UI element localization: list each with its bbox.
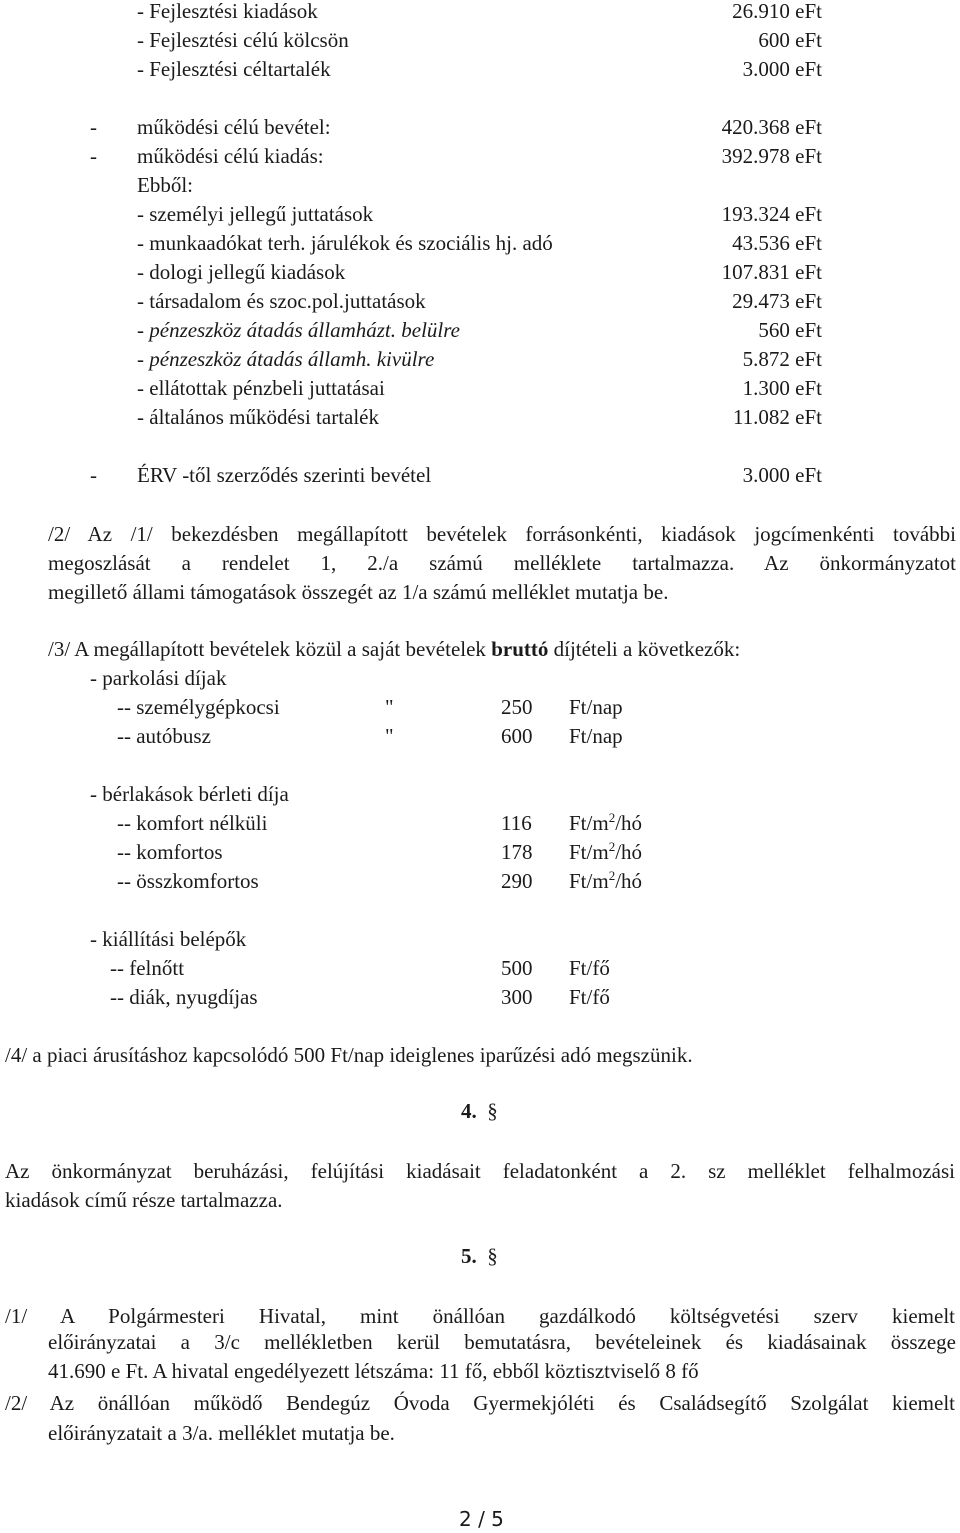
list-item-value: 1.300 eFt	[742, 376, 822, 400]
list-item-value: 600 eFt	[758, 28, 822, 52]
fee-group-title: - parkolási díjak	[90, 666, 227, 690]
fee-group-title: - bérlakások bérleti díja	[90, 782, 289, 806]
list-item-value: 43.536 eFt	[732, 231, 822, 255]
list-item-label: - dologi jellegű kiadások	[137, 260, 346, 284]
fee-row-name: -- összkomfortos	[117, 869, 259, 893]
fee-row-unit: $Ft/m^2/hó$	[569, 810, 643, 835]
fee-row-amount: 178	[501, 840, 533, 864]
list-item-label: - Fejlesztési kiadások	[137, 0, 318, 23]
list-item-value: 420.368 eFt	[721, 115, 822, 139]
fee-row-name: -- felnőtt	[110, 956, 185, 980]
fee-row-unit: $Ft/m^2/hó$	[569, 839, 643, 864]
list-item-value: 26.910 eFt	[732, 0, 822, 23]
fee-row-unit: Ft/fő	[569, 985, 610, 1009]
list-item-value: 560 eFt	[758, 318, 822, 342]
fee-row-ditto: "	[385, 724, 394, 748]
fee-row-amount: 116	[501, 811, 532, 835]
fee-row-name: -- autóbusz	[117, 724, 211, 748]
fee-row-unit: Ft/fő	[569, 956, 610, 980]
list-item-dash: -	[90, 463, 97, 487]
erv-label: ÉRV -től szerződés szerinti bevétel	[137, 463, 432, 487]
list-item-value: 193.324 eFt	[721, 202, 822, 226]
list-item-dash: -	[90, 115, 97, 139]
fee-row-name: -- komfortos	[117, 840, 223, 864]
ebbol-label: Ebből:	[137, 173, 193, 197]
list-item-label: - pénzeszköz átadás államházt. belülre	[137, 318, 460, 342]
paragraph-4: /4/ a piaci árusításhoz kapcsolódó 500 Ft/nap ideiglenes iparűzési adó megszünik.	[5, 1043, 693, 1067]
list-item-value: 3.000 eFt	[742, 57, 822, 81]
list-item-value: 392.978 eFt	[721, 144, 822, 168]
list-item-label: - Fejlesztési célú kölcsön	[137, 28, 349, 52]
section-5-p1-line: előirányzatai a 3/c mellékletben kerül bemutatásra, bevételeinek és kiadásainak összege	[48, 1330, 956, 1354]
list-item-label: - általános működési tartalék	[137, 405, 380, 429]
section-5-p1-line: 41.690 e Ft. A hivatal engedélyezett létszáma: 11 fő, ebből köztisztviselő 8 fő	[48, 1359, 699, 1383]
list-item-value: 29.473 eFt	[732, 289, 822, 313]
list-item-label: működési célú kiadás:	[137, 144, 324, 168]
paragraph-2-line: /2/ Az /1/ bekezdésben megállapított bevételek forrásonkénti, kiadások jogcímenkénti további	[48, 522, 956, 546]
fee-row-unit: Ft/nap	[569, 724, 623, 748]
fee-group-title: - kiállítási belépők	[90, 927, 247, 951]
list-item-label: működési célú bevétel:	[137, 115, 331, 139]
fee-row-ditto: "	[385, 695, 394, 719]
list-item-label: - pénzeszköz átadás államh. kivülre	[137, 347, 435, 371]
page-number: 2 / 5	[459, 1507, 504, 1531]
fee-row-amount: 250	[501, 695, 533, 719]
list-item-label: - Fejlesztési céltartalék	[137, 57, 331, 81]
fee-row-amount: 300	[501, 985, 533, 1009]
fee-row-amount: 600	[501, 724, 533, 748]
list-item-value: 5.872 eFt	[742, 347, 822, 371]
paragraph-2-line: megoszlását a rendelet 1, 2./a számú melléklete tartalmazza. Az önkormányzatot	[48, 551, 956, 575]
fee-row-unit: $Ft/m^2/hó$	[569, 868, 643, 893]
fee-row-amount: 500	[501, 956, 533, 980]
section-5-p2-line: /2/ Az önállóan működő Bendegúz Óvoda Gyermekjóléti és Családsegítő Szolgálat kiemelt	[5, 1391, 955, 1415]
section-5-p1-line: /1/ A Polgármesteri Hivatal, mint önállóan gazdálkodó költségvetési szerv kiemelt	[5, 1304, 955, 1328]
paragraph-3-intro: /3/ A megállapított bevételek közül a saját bevételek bruttó díjtételi a következők:	[48, 637, 741, 661]
list-item-label: - társadalom és szoc.pol.juttatások	[137, 289, 426, 313]
list-item-dash: -	[90, 144, 97, 168]
section-4-line: kiadások című része tartalmazza.	[5, 1188, 283, 1212]
list-item-label: - ellátottak pénzbeli juttatásai	[137, 376, 385, 400]
fee-row-name: -- személygépkocsi	[117, 695, 280, 719]
list-item-value: 11.082 eFt	[732, 405, 822, 429]
section-5-p2-line: előirányzatait a 3/a. melléklet mutatja be.	[48, 1421, 395, 1445]
fee-row-unit: Ft/nap	[569, 695, 623, 719]
fee-row-amount: 290	[501, 869, 533, 893]
erv-value: 3.000 eFt	[742, 463, 822, 487]
section-5-heading: 5. §	[461, 1244, 498, 1268]
list-item-label: - munkaadókat terh. járulékok és szociális hj. adó	[137, 231, 553, 255]
fee-row-name: -- diák, nyugdíjas	[110, 985, 258, 1009]
list-item-label: - személyi jellegű juttatások	[137, 202, 374, 226]
fee-row-name: -- komfort nélküli	[117, 811, 268, 835]
section-4-line: Az önkormányzat beruházási, felújítási kiadásait feladatonként a 2. sz melléklet felhalmozási	[5, 1159, 955, 1183]
list-item-value: 107.831 eFt	[721, 260, 822, 284]
section-4-heading: 4. §	[461, 1099, 498, 1123]
paragraph-2-line: megillető állami támogatások összegét az 1/a számú melléklet mutatja be.	[48, 580, 669, 604]
